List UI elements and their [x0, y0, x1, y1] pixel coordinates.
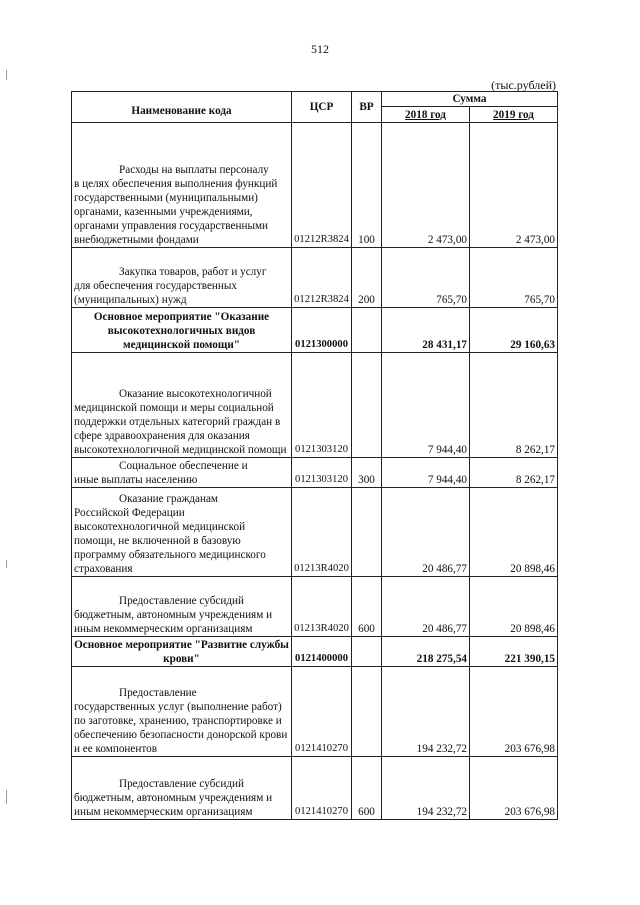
row-value-2019: 2 473,00 — [470, 123, 558, 248]
row-value-2018: 194 232,72 — [382, 757, 470, 820]
row-name: Основное мероприятие "Оказание высокотехнологичных видов медицинской помощи" — [72, 308, 292, 353]
row-name: Основное мероприятие "Развитие службы крови" — [72, 637, 292, 667]
row-csr: 0121300000 — [292, 308, 352, 353]
row-csr: 0121410270 — [292, 757, 352, 820]
row-value-2019: 203 676,98 — [470, 757, 558, 820]
scan-edge-mark — [6, 70, 7, 80]
page-number: 512 — [311, 42, 329, 56]
table-row — [72, 123, 558, 248]
row-csr: 0121303120 — [292, 458, 352, 488]
row-vr: 100 — [352, 123, 382, 248]
units-label: (тыс.рублей) — [491, 78, 556, 92]
row-value-2018: 20 486,77 — [382, 577, 470, 637]
row-value-2018: 2 473,00 — [382, 123, 470, 248]
table-row — [72, 488, 558, 577]
table-row — [72, 458, 558, 488]
row-value-2019: 8 262,17 — [470, 458, 558, 488]
table-row — [72, 308, 558, 353]
table-row — [72, 577, 558, 637]
row-vr — [352, 637, 382, 667]
row-vr: 600 — [352, 757, 382, 820]
row-value-2018: 7 944,40 — [382, 458, 470, 488]
row-value-2018: 194 232,72 — [382, 667, 470, 757]
row-vr: 300 — [352, 458, 382, 488]
row-vr — [352, 308, 382, 353]
row-csr: 0121410270 — [292, 667, 352, 757]
table-row — [72, 757, 558, 820]
row-value-2019: 8 262,17 — [470, 353, 558, 458]
row-name: Оказание высокотехнологичной медицинской помощи и меры социальной поддержки отдельных категорий граждан в сфере здравоохранения для оказания высокотехнологичной медицинской помощи — [72, 353, 292, 458]
row-csr: 0121400000 — [292, 637, 352, 667]
row-value-2018: 765,70 — [382, 248, 470, 308]
row-vr — [352, 353, 382, 458]
row-vr: 600 — [352, 577, 382, 637]
row-value-2019: 203 676,98 — [470, 667, 558, 757]
row-value-2019: 765,70 — [470, 248, 558, 308]
row-value-2019: 20 898,46 — [470, 488, 558, 577]
row-csr: 01213R4020 — [292, 488, 352, 577]
table-row — [72, 248, 558, 308]
header-csr: ЦСР — [292, 92, 352, 123]
row-name: Расходы на выплаты персоналу в целях обеспечения выполнения функций государственными (муниципальными) органами, казенными учреждениями, органами управления государственными внебюджетными фондами — [72, 123, 292, 248]
row-value-2018: 7 944,40 — [382, 353, 470, 458]
header-vr: ВР — [352, 92, 382, 123]
row-value-2019: 221 390,15 — [470, 637, 558, 667]
row-vr — [352, 667, 382, 757]
header-name: Наименование кода — [72, 92, 292, 123]
row-csr: 01212R3824 — [292, 248, 352, 308]
header-year-2019: 2019 год — [470, 107, 558, 123]
budget-table — [71, 91, 558, 820]
row-value-2018: 218 275,54 — [382, 637, 470, 667]
table-row — [72, 353, 558, 458]
scan-edge-mark — [6, 560, 7, 568]
row-name: Предоставление государственных услуг (выполнение работ) по заготовке, хранению, транспортировке и обеспечению безопасности донорской крови и ее компонентов — [72, 667, 292, 757]
table-row — [72, 637, 558, 667]
header-year-2018: 2018 год — [382, 107, 470, 123]
row-csr: 0121303120 — [292, 353, 352, 458]
row-name: Закупка товаров, работ и услуг для обеспечения государственных (муниципальных) нужд — [72, 248, 292, 308]
row-value-2018: 20 486,77 — [382, 488, 470, 577]
row-csr: 01212R3824 — [292, 123, 352, 248]
scan-edge-mark — [6, 790, 7, 804]
row-name: Предоставление субсидий бюджетным, автономным учреждениям и иным некоммерческим организациям — [72, 757, 292, 820]
row-value-2019: 29 160,63 — [470, 308, 558, 353]
table-row — [72, 667, 558, 757]
header-sum: Сумма — [382, 92, 558, 107]
row-vr — [352, 488, 382, 577]
row-vr: 200 — [352, 248, 382, 308]
row-value-2019: 20 898,46 — [470, 577, 558, 637]
row-name: Оказание гражданам Российской Федерации высокотехнологичной медицинской помощи, не включенной в базовую программу обязательного медицинского страхования — [72, 488, 292, 577]
row-name: Социальное обеспечение и иные выплаты населению — [72, 458, 292, 488]
row-value-2018: 28 431,17 — [382, 308, 470, 353]
row-name: Предоставление субсидий бюджетным, автономным учреждениям и иным некоммерческим организациям — [72, 577, 292, 637]
row-csr: 01213R4020 — [292, 577, 352, 637]
